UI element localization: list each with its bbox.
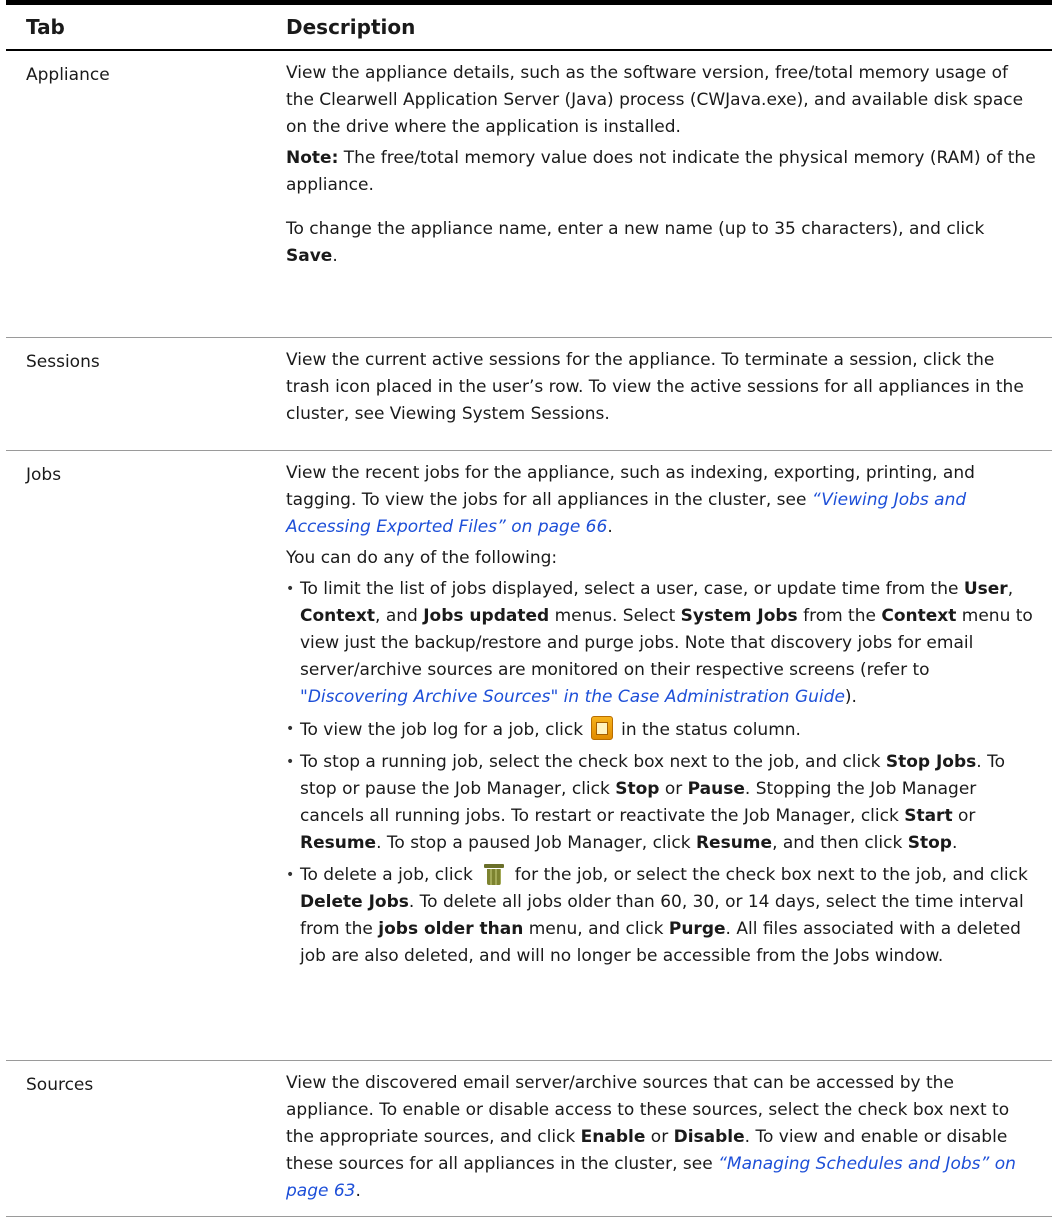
tab-name: Jobs bbox=[26, 465, 62, 485]
paragraph: To change the appliance name, enter a new name (up to 35 characters), and click Save. bbox=[286, 219, 985, 266]
description bbox=[276, 451, 1052, 1060]
job-log-icon bbox=[591, 716, 613, 740]
row-sessions bbox=[6, 338, 1052, 451]
tab-name: Sessions bbox=[26, 352, 100, 372]
link-managing-schedules[interactable]: “Managing Schedules and Jobs” on page 63 bbox=[286, 1154, 1016, 1201]
description bbox=[276, 51, 1052, 337]
tab-name: Sources bbox=[26, 1075, 94, 1095]
tab-name: Appliance bbox=[26, 65, 110, 85]
description bbox=[276, 338, 1052, 450]
tab-description-table bbox=[6, 0, 1052, 1217]
bullet-list bbox=[286, 576, 1036, 970]
header-tab: Tab bbox=[26, 15, 65, 39]
description bbox=[276, 1061, 1052, 1216]
paragraph: View the recent jobs for the appliance, such as indexing, exporting, printing, and tagging. To view the jobs for all appliances in the cluster, see “Viewing Jobs and Accessing Exported Files” on page 66. bbox=[286, 463, 975, 537]
row-jobs bbox=[6, 451, 1052, 1061]
table-header bbox=[6, 5, 1052, 51]
note-label: Note: bbox=[286, 148, 339, 168]
header-description: Description bbox=[286, 15, 416, 39]
save-keyword: Save bbox=[286, 246, 333, 266]
row-appliance bbox=[6, 51, 1052, 338]
list-item: • To limit the list of jobs displayed, select a user, case, or update time from the User, Context, and Jobs updated menus. Select System Jobs from the Context menu to view just the backup/restore and purge jobs. Note that discovery jobs for email server/archive sources are monitored on their respective screens (refer to "Discovering Archive Sources" in the Case Administration Guide). bbox=[286, 576, 1036, 711]
note: Note: The free/total memory value does not indicate the physical memory (RAM) of the appliance. bbox=[286, 148, 1036, 195]
trash-icon bbox=[483, 862, 505, 886]
list-item: • To view the job log for a job, click in the status column. bbox=[286, 716, 1036, 744]
list-item: • To delete a job, click for the job, or select the check box next to the job, and click Delete Jobs. To delete all jobs older than 60, 30, or 14 days, select the time interval from the jobs older than menu, and click Purge. All files associated with a deleted job are also deleted, and will no longer be accessible from the Jobs window. bbox=[286, 862, 1036, 970]
row-sources bbox=[6, 1061, 1052, 1217]
link-viewing-jobs[interactable]: “Viewing Jobs and Accessing Exported Files” on page 66 bbox=[286, 490, 967, 537]
paragraph: View the current active sessions for the appliance. To terminate a session, click the trash icon placed in the user’s row. To view the active sessions for all appliances in the cluster, see Viewing System Sessions. bbox=[286, 350, 1024, 424]
list-item: • To stop a running job, select the check box next to the job, and click Stop Jobs. To stop or pause the Job Manager, click Stop or Pause. Stopping the Job Manager cancels all running jobs. To restart or reactivate the Job Manager, click Start or Resume. To stop a paused Job Manager, click Resume, and then click Stop. bbox=[286, 749, 1036, 857]
paragraph: You can do any of the following: bbox=[286, 548, 558, 568]
paragraph: View the appliance details, such as the software version, free/total memory usage of the Clearwell Application Server (Java) process (CWJava.exe), and available disk space on the drive where the application is installed. bbox=[286, 63, 1024, 137]
link-discovering-archive-sources[interactable]: "Discovering Archive Sources" in the Case Administration Guide bbox=[300, 687, 845, 707]
paragraph: View the discovered email server/archive sources that can be accessed by the appliance. To enable or disable access to these sources, select the check box next to the appropriate sources, and click Enable or Disable. To view and enable or disable these sources for all appliances in the cluster, see “Managing Schedules and Jobs” on page 63. bbox=[286, 1073, 1016, 1201]
